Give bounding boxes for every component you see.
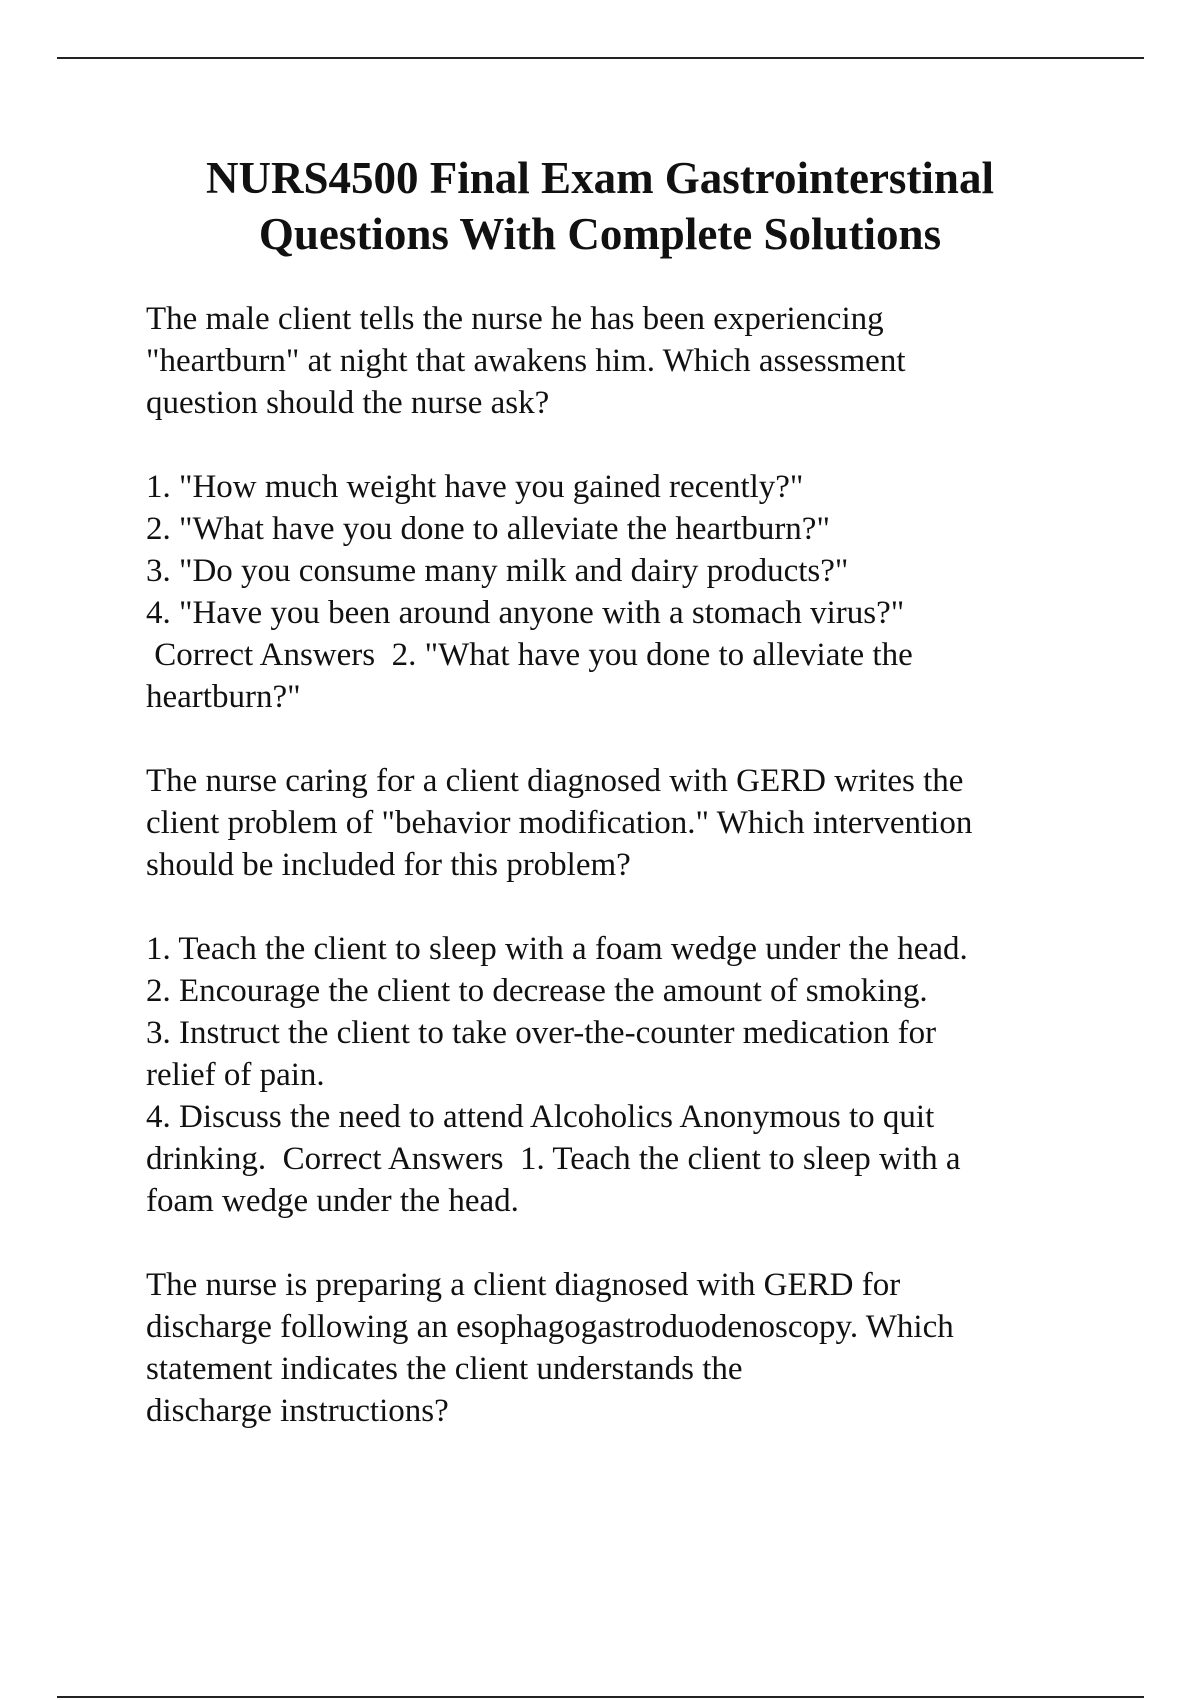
answer-line: foam wedge under the head. bbox=[146, 1183, 519, 1219]
option-line: 2. "What have you done to alleviate the heartburn?" bbox=[146, 511, 830, 547]
question-3 bbox=[146, 1264, 1086, 1432]
option-line: 4. "Have you been around anyone with a stomach virus?" bbox=[146, 595, 905, 631]
option-line: 3. "Do you consume many milk and dairy products?" bbox=[146, 553, 849, 589]
option-line: 1. "How much weight have you gained recently?" bbox=[146, 469, 804, 505]
title-line: NURS4500 Final Exam Gastrointerstinal bbox=[206, 153, 994, 203]
text-line: client problem of "behavior modification." Which intervention bbox=[146, 805, 973, 841]
question-3-stem bbox=[146, 1264, 1086, 1432]
text-line: question should the nurse ask? bbox=[146, 385, 550, 421]
option-line: relief of pain. bbox=[146, 1057, 325, 1093]
document-body bbox=[146, 298, 1086, 1432]
question-2-stem bbox=[146, 760, 1086, 886]
paragraph-gap bbox=[146, 1222, 1086, 1264]
top-rule bbox=[57, 57, 1144, 59]
document-title bbox=[100, 150, 1100, 262]
text-line: "heartburn" at night that awakens him. Which assessment bbox=[146, 343, 906, 379]
option-line: 4. Discuss the need to attend Alcoholics Anonymous to quit bbox=[146, 1099, 935, 1135]
answer-line: heartburn?" bbox=[146, 679, 301, 715]
option-line: 3. Instruct the client to take over-the-counter medication for bbox=[146, 1015, 937, 1051]
bottom-rule bbox=[57, 1696, 1144, 1698]
title-line: Questions With Complete Solutions bbox=[258, 209, 942, 259]
paragraph-gap bbox=[146, 424, 1086, 466]
question-2 bbox=[146, 760, 1086, 1222]
question-1 bbox=[146, 298, 1086, 718]
option-line: 2. Encourage the client to decrease the amount of smoking. bbox=[146, 973, 928, 1009]
text-line: The nurse caring for a client diagnosed with GERD writes the bbox=[146, 763, 964, 799]
text-line: discharge following an esophagogastroduodenoscopy. Which bbox=[146, 1309, 954, 1345]
paragraph-gap bbox=[146, 886, 1086, 928]
option-line: 1. Teach the client to sleep with a foam wedge under the head. bbox=[146, 931, 968, 967]
text-line: The male client tells the nurse he has been experiencing bbox=[146, 301, 884, 337]
text-line: The nurse is preparing a client diagnosed with GERD for bbox=[146, 1267, 901, 1303]
question-1-stem bbox=[146, 298, 1086, 424]
text-line: should be included for this problem? bbox=[146, 847, 631, 883]
text-line: statement indicates the client understands the bbox=[146, 1351, 743, 1387]
answer-line: drinking. Correct Answers 1. Teach the client to sleep with a bbox=[146, 1141, 961, 1177]
question-2-options bbox=[146, 928, 1086, 1222]
question-1-options bbox=[146, 466, 1086, 718]
paragraph-gap bbox=[146, 718, 1086, 760]
text-line: discharge instructions? bbox=[146, 1393, 449, 1429]
answer-line: Correct Answers 2. "What have you done to alleviate the bbox=[146, 637, 913, 673]
